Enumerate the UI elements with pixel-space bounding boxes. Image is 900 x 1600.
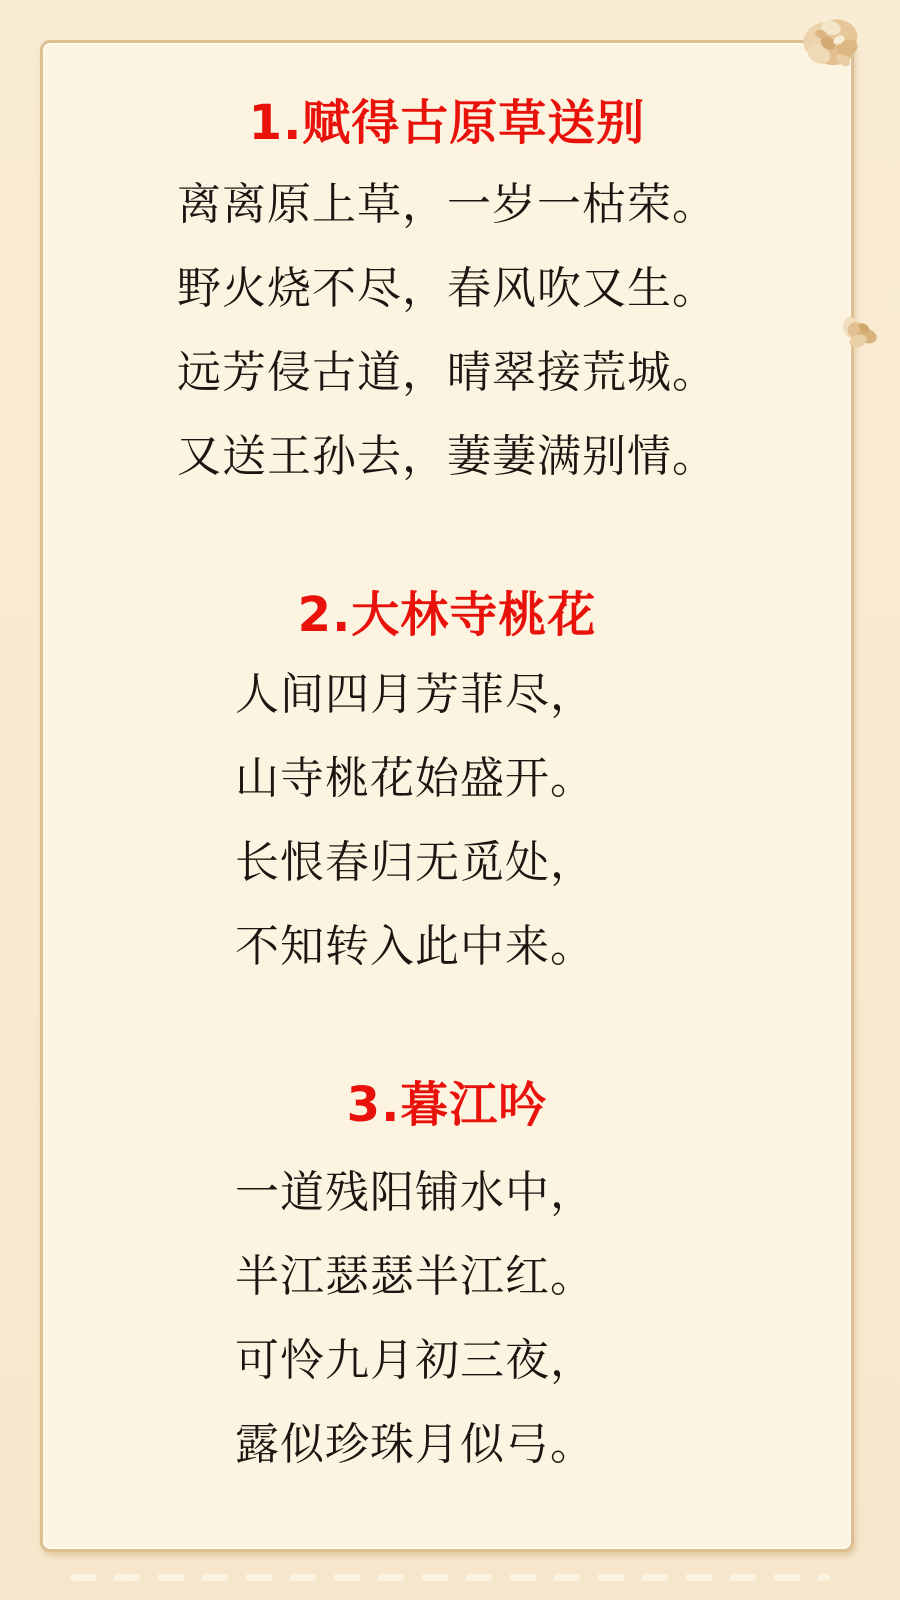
poem-section-1 <box>43 93 851 499</box>
poem-line: 野火烧不尽，春风吹又生。 <box>177 263 717 314</box>
poem-line: 长恨春归无觅处， <box>235 837 595 888</box>
poem-title: 3.暮江吟 <box>346 1077 548 1133</box>
poem-line: 露似珍珠月似弓。 <box>235 1419 595 1470</box>
poem-section-3 <box>43 1075 851 1487</box>
poem-card-content <box>43 43 851 1549</box>
bottom-dashed-divider <box>70 1574 830 1581</box>
poem-lines <box>43 653 851 989</box>
poem-line: 一道残阳铺水中， <box>235 1167 595 1218</box>
poem-line: 半江瑟瑟半江红。 <box>235 1251 595 1302</box>
poem-line: 人间四月芳菲尽， <box>235 669 595 720</box>
poem-line: 远芳侵古道，晴翠接荒城。 <box>177 347 717 398</box>
poem-card-panel <box>40 40 854 1552</box>
poem-line: 又送王孙去，萋萋满别情。 <box>177 431 717 482</box>
poem-line: 山寺桃花始盛开。 <box>235 753 595 804</box>
poem-title: 2.大林寺桃花 <box>297 587 597 643</box>
poem-section-2 <box>43 585 851 989</box>
poem-title: 1.赋得古原草送别 <box>248 95 646 151</box>
poem-line: 离离原上草，一岁一枯荣。 <box>177 179 717 230</box>
poem-line: 不知转入此中来。 <box>235 921 595 972</box>
poem-lines <box>43 1151 851 1487</box>
poem-lines <box>43 163 851 499</box>
poem-line: 可怜九月初三夜， <box>235 1335 595 1386</box>
